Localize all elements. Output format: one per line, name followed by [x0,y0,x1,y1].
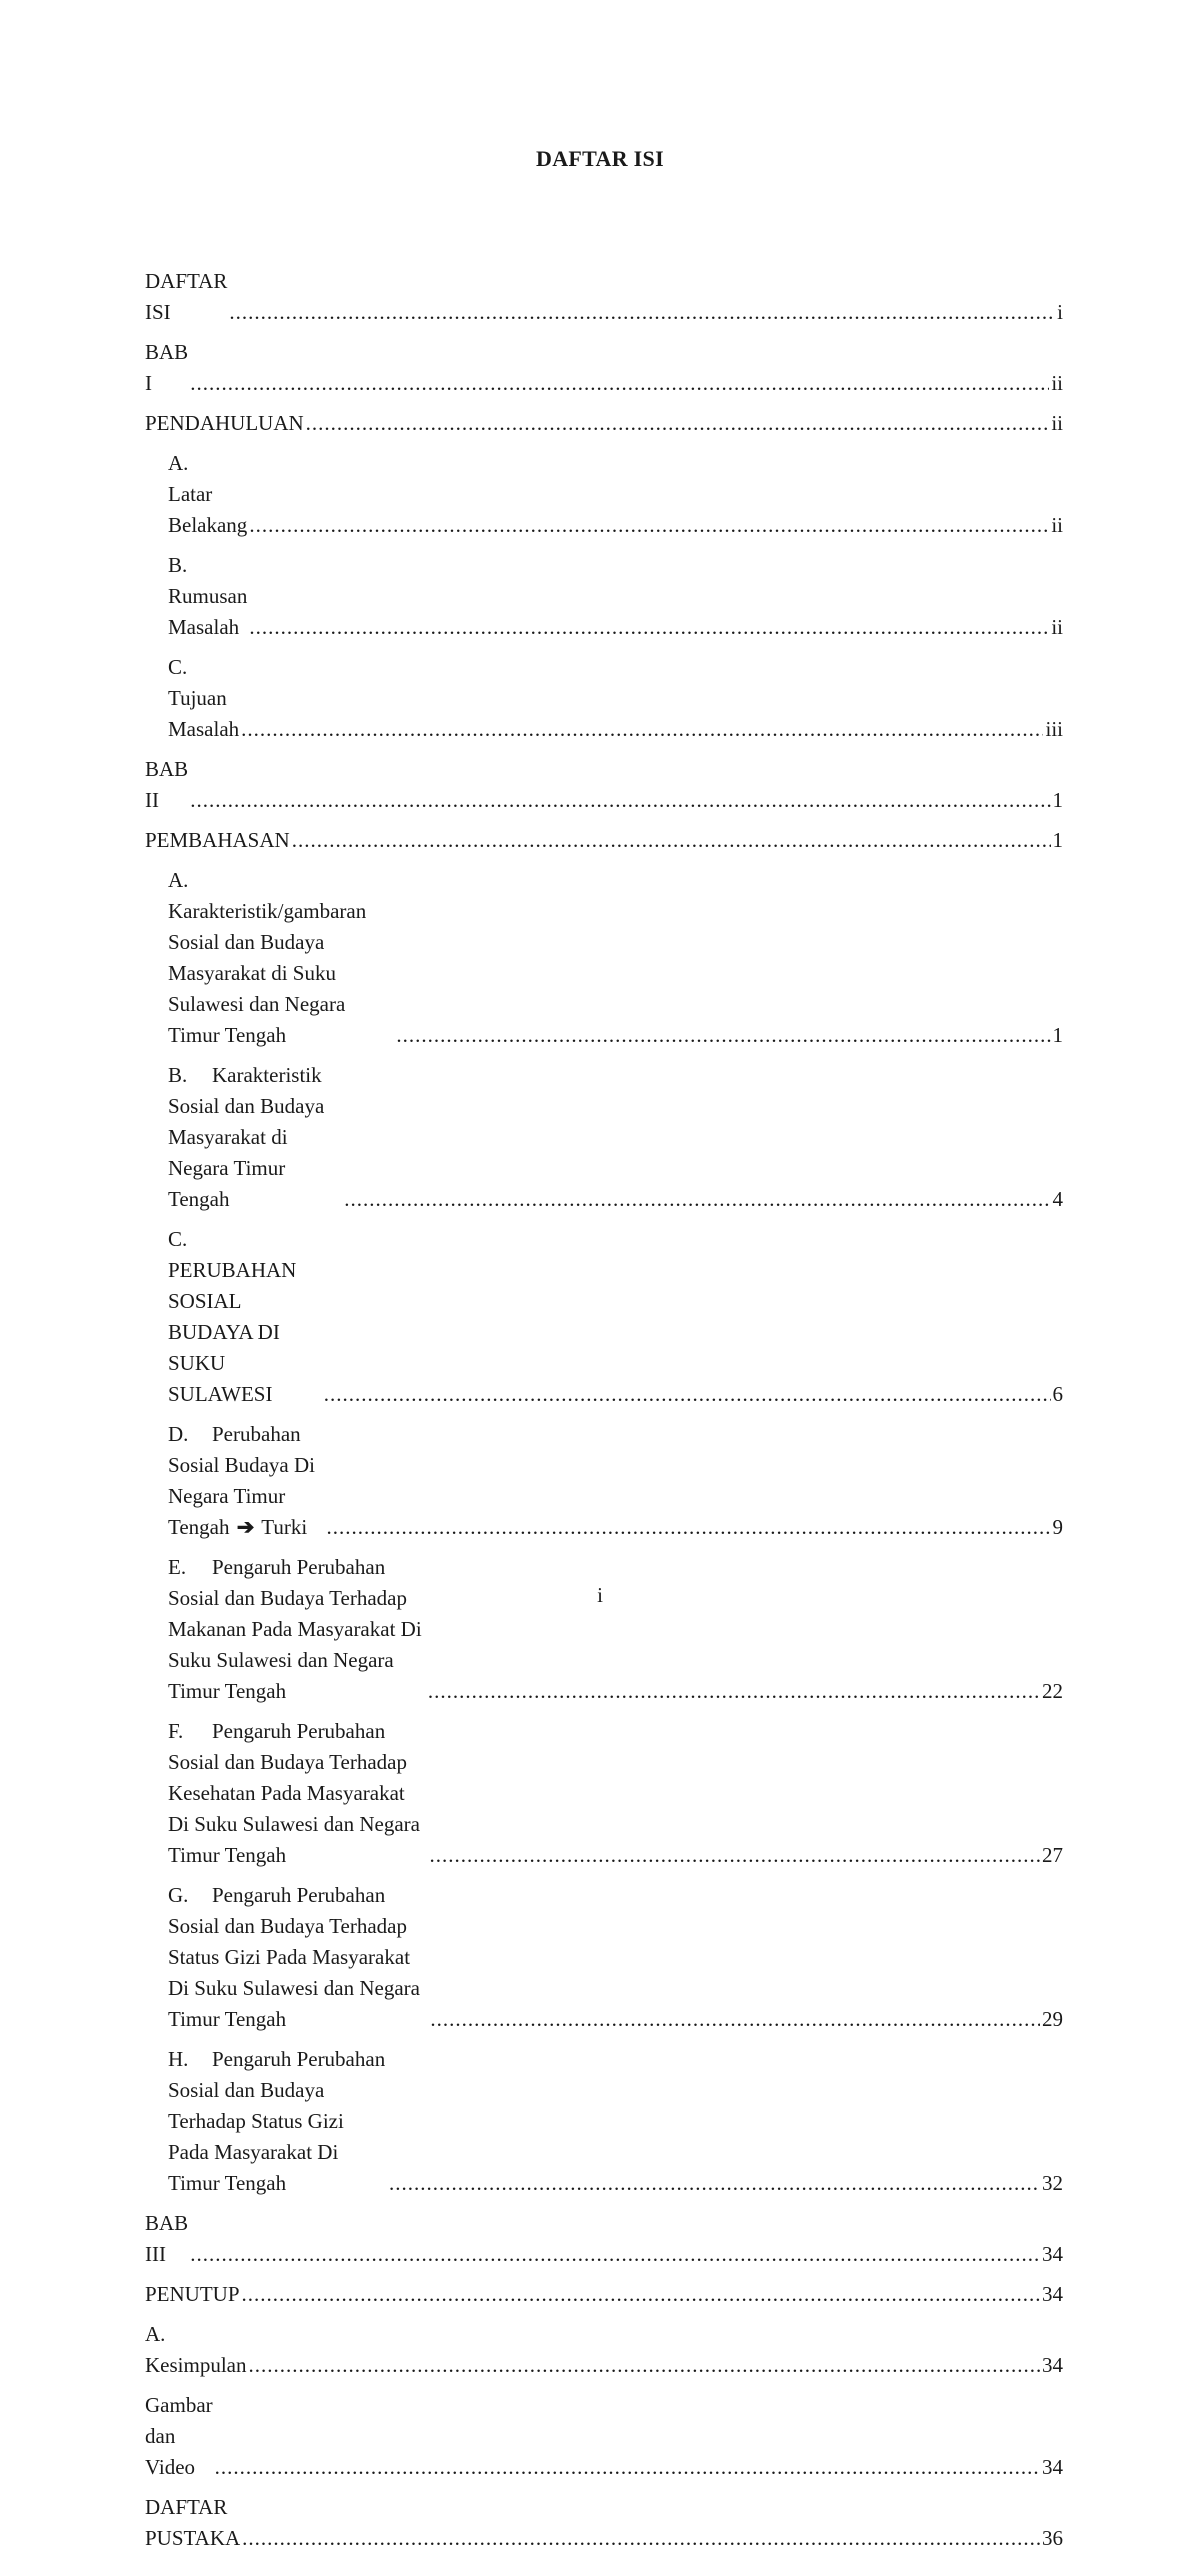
dot-leader [242,2279,1040,2310]
dot-leader [190,368,1049,399]
toc-entry-label: BAB I [145,340,189,395]
toc-entry-title: Pengaruh Perubahan Sosial dan Budaya Terhadap Makanan Pada Masyarakat Di Suku Sulawesi dan Negara Timur Tengah [168,1555,422,1703]
toc-entry-letter: E. [168,1555,187,1579]
toc-entry-label [168,1552,426,1707]
toc-entry-rumusan-masalah[interactable] [145,550,1063,643]
toc-entry-title: Perubahan Sosial Budaya Di Negara Timur Tengah [168,1422,315,1539]
toc-entry-title-suffix: Turki [261,1515,308,1539]
toc-entry-letter: B. [168,1063,188,1087]
dot-leader [190,2239,1040,2270]
toc-entry-label [168,1060,342,1215]
toc-entry-page: 34 [1042,2455,1063,2479]
toc-entry-label: PENUTUP [145,2282,240,2306]
toc-entry-page: iii [1045,717,1063,741]
table-of-contents [145,266,1063,2563]
toc-entry-label: BAB II [145,757,189,812]
dot-leader [430,2004,1040,2035]
toc-entry-title: Pengaruh Perubahan Sosial dan Budaya Terhadap Kesehatan Pada Masyarakat Di Suku Sulawesi dan Negara Timur Tengah [168,1719,420,1867]
toc-entry-pengaruh-gizi-sulawesi[interactable] [145,1880,1063,2035]
toc-entry-page: 9 [1052,1515,1063,1539]
toc-entry-page: ii [1051,411,1063,435]
toc-entry-label [168,550,247,643]
toc-entry-page: 36 [1042,2526,1063,2550]
toc-entry-bab-ii[interactable] [145,754,1063,816]
toc-entry-page: ii [1051,371,1063,395]
page-number: i [597,1583,603,1607]
toc-entry-page: i [1057,300,1063,324]
toc-entry-letter: C. [168,655,188,679]
toc-entry-letter: H. [168,2047,189,2071]
dot-leader [292,825,1051,856]
dot-leader [249,612,1049,643]
dot-leader [344,1184,1050,1215]
dot-leader [324,1379,1051,1410]
dot-leader [242,2523,1040,2554]
dot-leader [190,785,1050,816]
toc-entry-kesimpulan[interactable] [145,2319,1063,2381]
toc-entry-letter: D. [168,1422,189,1446]
toc-entry-page: ii [1051,615,1063,639]
toc-entry-label [168,1224,322,1410]
dot-leader [229,297,1055,328]
toc-entry-page: 1 [1052,1023,1063,1047]
toc-entry-perubahan-timur-tengah[interactable] [145,1419,1063,1543]
toc-entry-title: Karakteristik/gambaran Sosial dan Budaya Masyarakat di Suku Sulawesi dan Negara Timur Tengah [168,899,367,1047]
toc-entry-title: PERUBAHAN SOSIAL BUDAYA DI SUKU SULAWESI [168,1258,297,1406]
dot-leader [429,1840,1040,1871]
toc-entry-page: 34 [1042,2242,1063,2266]
dot-leader [248,2350,1040,2381]
toc-entry-letter: A. [168,451,189,475]
toc-entry-karakteristik-timur-tengah[interactable] [145,1060,1063,1215]
toc-entry-title: Latar Belakang [168,482,248,537]
dot-leader [396,1020,1050,1051]
toc-entry-pengaruh-makanan[interactable] [145,1552,1063,1707]
toc-entry-title: Tujuan Masalah [168,686,240,741]
toc-entry-pembahasan[interactable] [145,825,1063,856]
dot-leader [306,408,1050,439]
toc-entry-label [168,448,247,541]
toc-entry-perubahan-sulawesi[interactable] [145,1224,1063,1410]
toc-entry-pengaruh-gizi-timur-tengah[interactable] [145,2044,1063,2199]
toc-entry-page: 1 [1052,828,1063,852]
toc-entry-page: 34 [1042,2353,1063,2377]
dot-leader [327,1512,1051,1543]
toc-entry-karakteristik-gambaran[interactable] [145,865,1063,1051]
toc-entry-label: DAFTAR PUSTAKA [145,2495,241,2550]
dot-leader [241,714,1043,745]
toc-entry-bab-i[interactable] [145,337,1063,399]
toc-entry-label: PEMBAHASAN [145,828,290,852]
toc-entry-page: 34 [1042,2282,1063,2306]
toc-entry-label: DAFTAR ISI [145,269,228,324]
toc-entry-label: PENDAHULUAN [145,411,304,435]
page-title: DAFTAR ISI [536,146,664,171]
toc-entry-page: 4 [1052,1187,1063,1211]
toc-entry-tujuan-masalah[interactable] [145,652,1063,745]
toc-entry-pengaruh-kesehatan[interactable] [145,1716,1063,1871]
toc-entry-label [168,1716,427,1871]
toc-entry-page: 32 [1042,2171,1063,2195]
toc-entry-page: 6 [1052,1382,1063,1406]
toc-entry-title: Pengaruh Perubahan Sosial dan Budaya Terhadap Status Gizi Pada Masyarakat Di Timur Tengah [168,2047,386,2195]
toc-entry-page: 22 [1042,1679,1063,1703]
toc-entry-daftar-isi[interactable] [145,266,1063,328]
toc-entry-label: Gambar dan Video [145,2393,213,2479]
toc-entry-latar-belakang[interactable] [145,448,1063,541]
dot-leader [249,510,1049,541]
toc-entry-label: BAB III [145,2211,189,2266]
toc-entry-label [168,865,394,1051]
right-arrow-icon: ➔ [236,1515,255,1539]
toc-entry-gambar-video[interactable] [145,2390,1063,2483]
toc-entry-label [168,652,239,745]
toc-entry-letter: G. [168,1883,189,1907]
toc-entry-label [168,1419,325,1543]
dot-leader [428,1676,1040,1707]
toc-entry-page: ii [1051,513,1063,537]
toc-entry-daftar-pustaka[interactable] [145,2492,1063,2554]
toc-entry-title: Rumusan Masalah [168,584,248,639]
toc-entry-page: 27 [1042,1843,1063,1867]
toc-entry-penutup[interactable] [145,2279,1063,2310]
toc-entry-letter: A. [168,868,189,892]
toc-entry-page: 29 [1042,2007,1063,2031]
toc-entry-letter: F. [168,1719,184,1743]
toc-entry-letter: B. [168,553,188,577]
toc-entry-pendahuluan[interactable] [145,408,1063,439]
dot-leader [389,2168,1040,2199]
toc-entry-page: 1 [1052,788,1063,812]
toc-entry-letter: C. [168,1227,188,1251]
toc-entry-label: A. Kesimpulan [145,2322,247,2377]
toc-entry-label [168,1880,428,2035]
toc-entry-label [168,2044,387,2199]
toc-entry-bab-iii[interactable] [145,2208,1063,2270]
dot-leader [215,2452,1040,2483]
toc-entry-title: Pengaruh Perubahan Sosial dan Budaya Terhadap Status Gizi Pada Masyarakat Di Suku Sulawesi dan Negara Timur Tengah [168,1883,420,2031]
toc-entry-title: Karakteristik Sosial dan Budaya Masyarakat di Negara Timur Tengah [168,1063,325,1211]
